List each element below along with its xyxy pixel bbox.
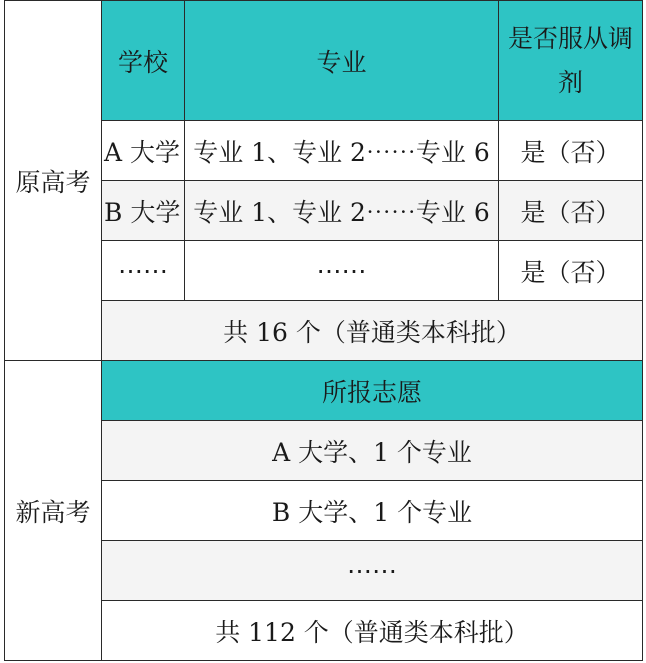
school-cell: ⋯⋯ bbox=[102, 241, 185, 301]
old-header-row bbox=[5, 1, 643, 121]
majors-cell: 专业 1、专业 2⋯⋯专业 6 bbox=[185, 121, 499, 181]
school-header: 学校 bbox=[102, 1, 185, 121]
new-total-cell: 共 112 个（普通类本科批） bbox=[102, 601, 643, 661]
new-header-row bbox=[5, 361, 643, 421]
adjust-header: 是否服从调剂 bbox=[499, 1, 643, 121]
old-total-cell: 共 16 个（普通类本科批） bbox=[102, 301, 643, 361]
comparison-table bbox=[4, 0, 643, 661]
wish-cell: A 大学、1 个专业 bbox=[102, 421, 643, 481]
school-cell: B 大学 bbox=[102, 181, 185, 241]
major-header: 专业 bbox=[185, 1, 499, 121]
wish-cell: ⋯⋯ bbox=[102, 541, 643, 601]
majors-cell: 专业 1、专业 2⋯⋯专业 6 bbox=[185, 181, 499, 241]
wish-cell: B 大学、1 个专业 bbox=[102, 481, 643, 541]
adjust-cell: 是（否） bbox=[499, 121, 643, 181]
majors-cell: ⋯⋯ bbox=[185, 241, 499, 301]
adjust-cell: 是（否） bbox=[499, 241, 643, 301]
wishes-header: 所报志愿 bbox=[102, 361, 643, 421]
new-exam-label: 新高考 bbox=[5, 361, 102, 661]
adjust-cell: 是（否） bbox=[499, 181, 643, 241]
school-cell: A 大学 bbox=[102, 121, 185, 181]
old-exam-label: 原高考 bbox=[5, 1, 102, 361]
